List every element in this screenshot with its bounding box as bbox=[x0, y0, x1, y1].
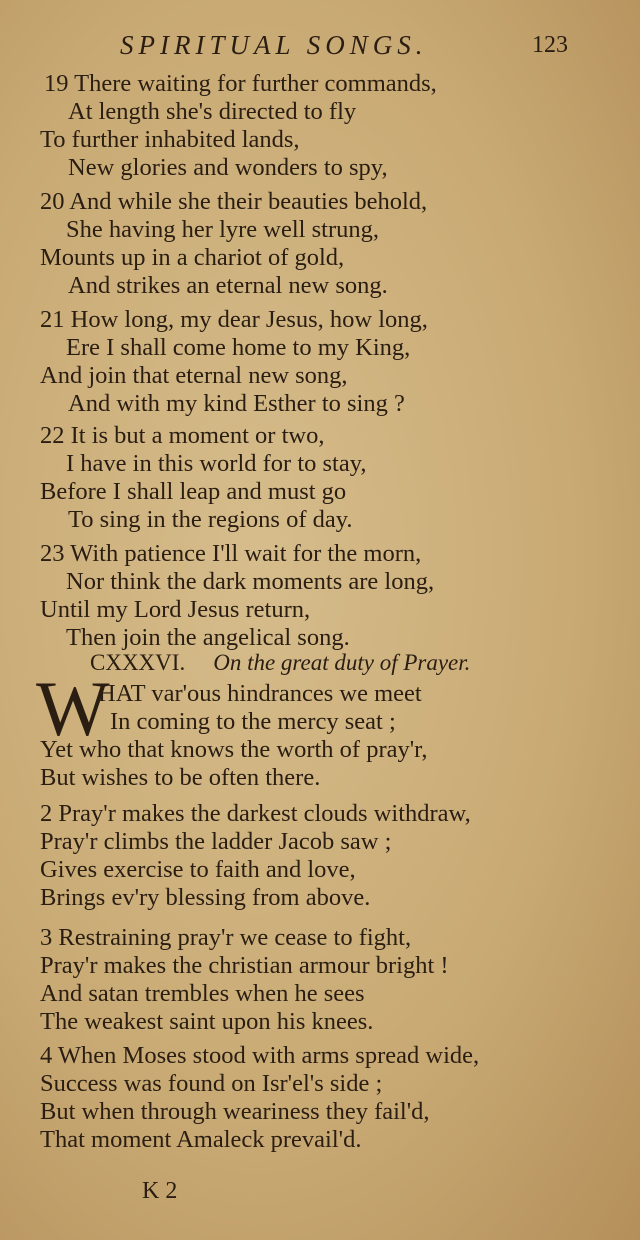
verse-line: 21 How long, my dear Jesus, how long, bbox=[40, 306, 428, 333]
verse-line: Until my Lord Jesus return, bbox=[40, 596, 311, 623]
verse-line: Pray'r climbs the ladder Jacob saw ; bbox=[40, 828, 392, 855]
verse-line: I have in this world for to stay, bbox=[66, 450, 367, 477]
verse-line: Brings ev'ry blessing from above. bbox=[40, 884, 371, 911]
verse-line: That moment Amaleck prevail'd. bbox=[40, 1126, 362, 1153]
verse-line: And satan trembles when he sees bbox=[40, 980, 365, 1007]
verse-line: Yet who that knows the worth of pray'r, bbox=[40, 736, 428, 763]
verse-line: 23 With patience I'll wait for the morn, bbox=[40, 540, 422, 567]
signature-mark: K 2 bbox=[142, 1178, 178, 1204]
verse-line: 19 There waiting for further commands, bbox=[44, 70, 437, 97]
verse-line: The weakest saint upon his knees. bbox=[40, 1008, 374, 1035]
hymn-heading bbox=[90, 650, 470, 676]
verse-line: Then join the angelical song. bbox=[66, 624, 350, 651]
verse-line: But wishes to be often there. bbox=[40, 764, 321, 791]
page-header bbox=[0, 30, 640, 64]
verse-line: 3 Restraining pray'r we cease to fight, bbox=[40, 924, 412, 951]
verse-line: Mounts up in a chariot of gold, bbox=[40, 244, 345, 271]
verse-line: Nor think the dark moments are long, bbox=[66, 568, 435, 595]
verse-line: At length she's directed to fly bbox=[68, 98, 357, 125]
verse-line: Ere I shall come home to my King, bbox=[66, 334, 411, 361]
drop-cap: W bbox=[36, 665, 110, 752]
verse-line: But when through weariness they fail'd, bbox=[40, 1098, 430, 1125]
hymn-title: On the great duty of Prayer. bbox=[213, 650, 471, 675]
verse-line: 4 When Moses stood with arms spread wide, bbox=[40, 1042, 480, 1069]
verse-line: In coming to the mercy seat ; bbox=[110, 708, 396, 735]
verse-line: 22 It is but a moment or two, bbox=[40, 422, 325, 449]
verse-line: She having her lyre well strung, bbox=[66, 216, 379, 243]
verse-line: Pray'r makes the christian armour bright ! bbox=[40, 952, 449, 979]
page-number: 123 bbox=[532, 32, 568, 58]
verse-line: And join that eternal new song, bbox=[40, 362, 348, 389]
verse-line: To sing in the regions of day. bbox=[68, 506, 353, 533]
verse-line: And strikes an eternal new song. bbox=[68, 272, 388, 299]
verse-line: Success was found on Isr'el's side ; bbox=[40, 1070, 383, 1097]
verse-line: To further inhabited lands, bbox=[40, 126, 300, 153]
hymn-number: CXXXVI. bbox=[90, 650, 186, 675]
verse-line: 2 Pray'r makes the darkest clouds withdraw, bbox=[40, 800, 471, 827]
verse-line: And with my kind Esther to sing ? bbox=[68, 390, 405, 417]
verse-line: 20 And while she their beauties behold, bbox=[40, 188, 428, 215]
verse-line: Before I shall leap and must go bbox=[40, 478, 347, 505]
verse-line: HAT var'ous hindrances we meet bbox=[98, 680, 422, 707]
verse-line: New glories and wonders to spy, bbox=[68, 154, 388, 181]
verse-line: Gives exercise to faith and love, bbox=[40, 856, 356, 883]
running-head: SPIRITUAL SONGS. bbox=[120, 30, 428, 60]
